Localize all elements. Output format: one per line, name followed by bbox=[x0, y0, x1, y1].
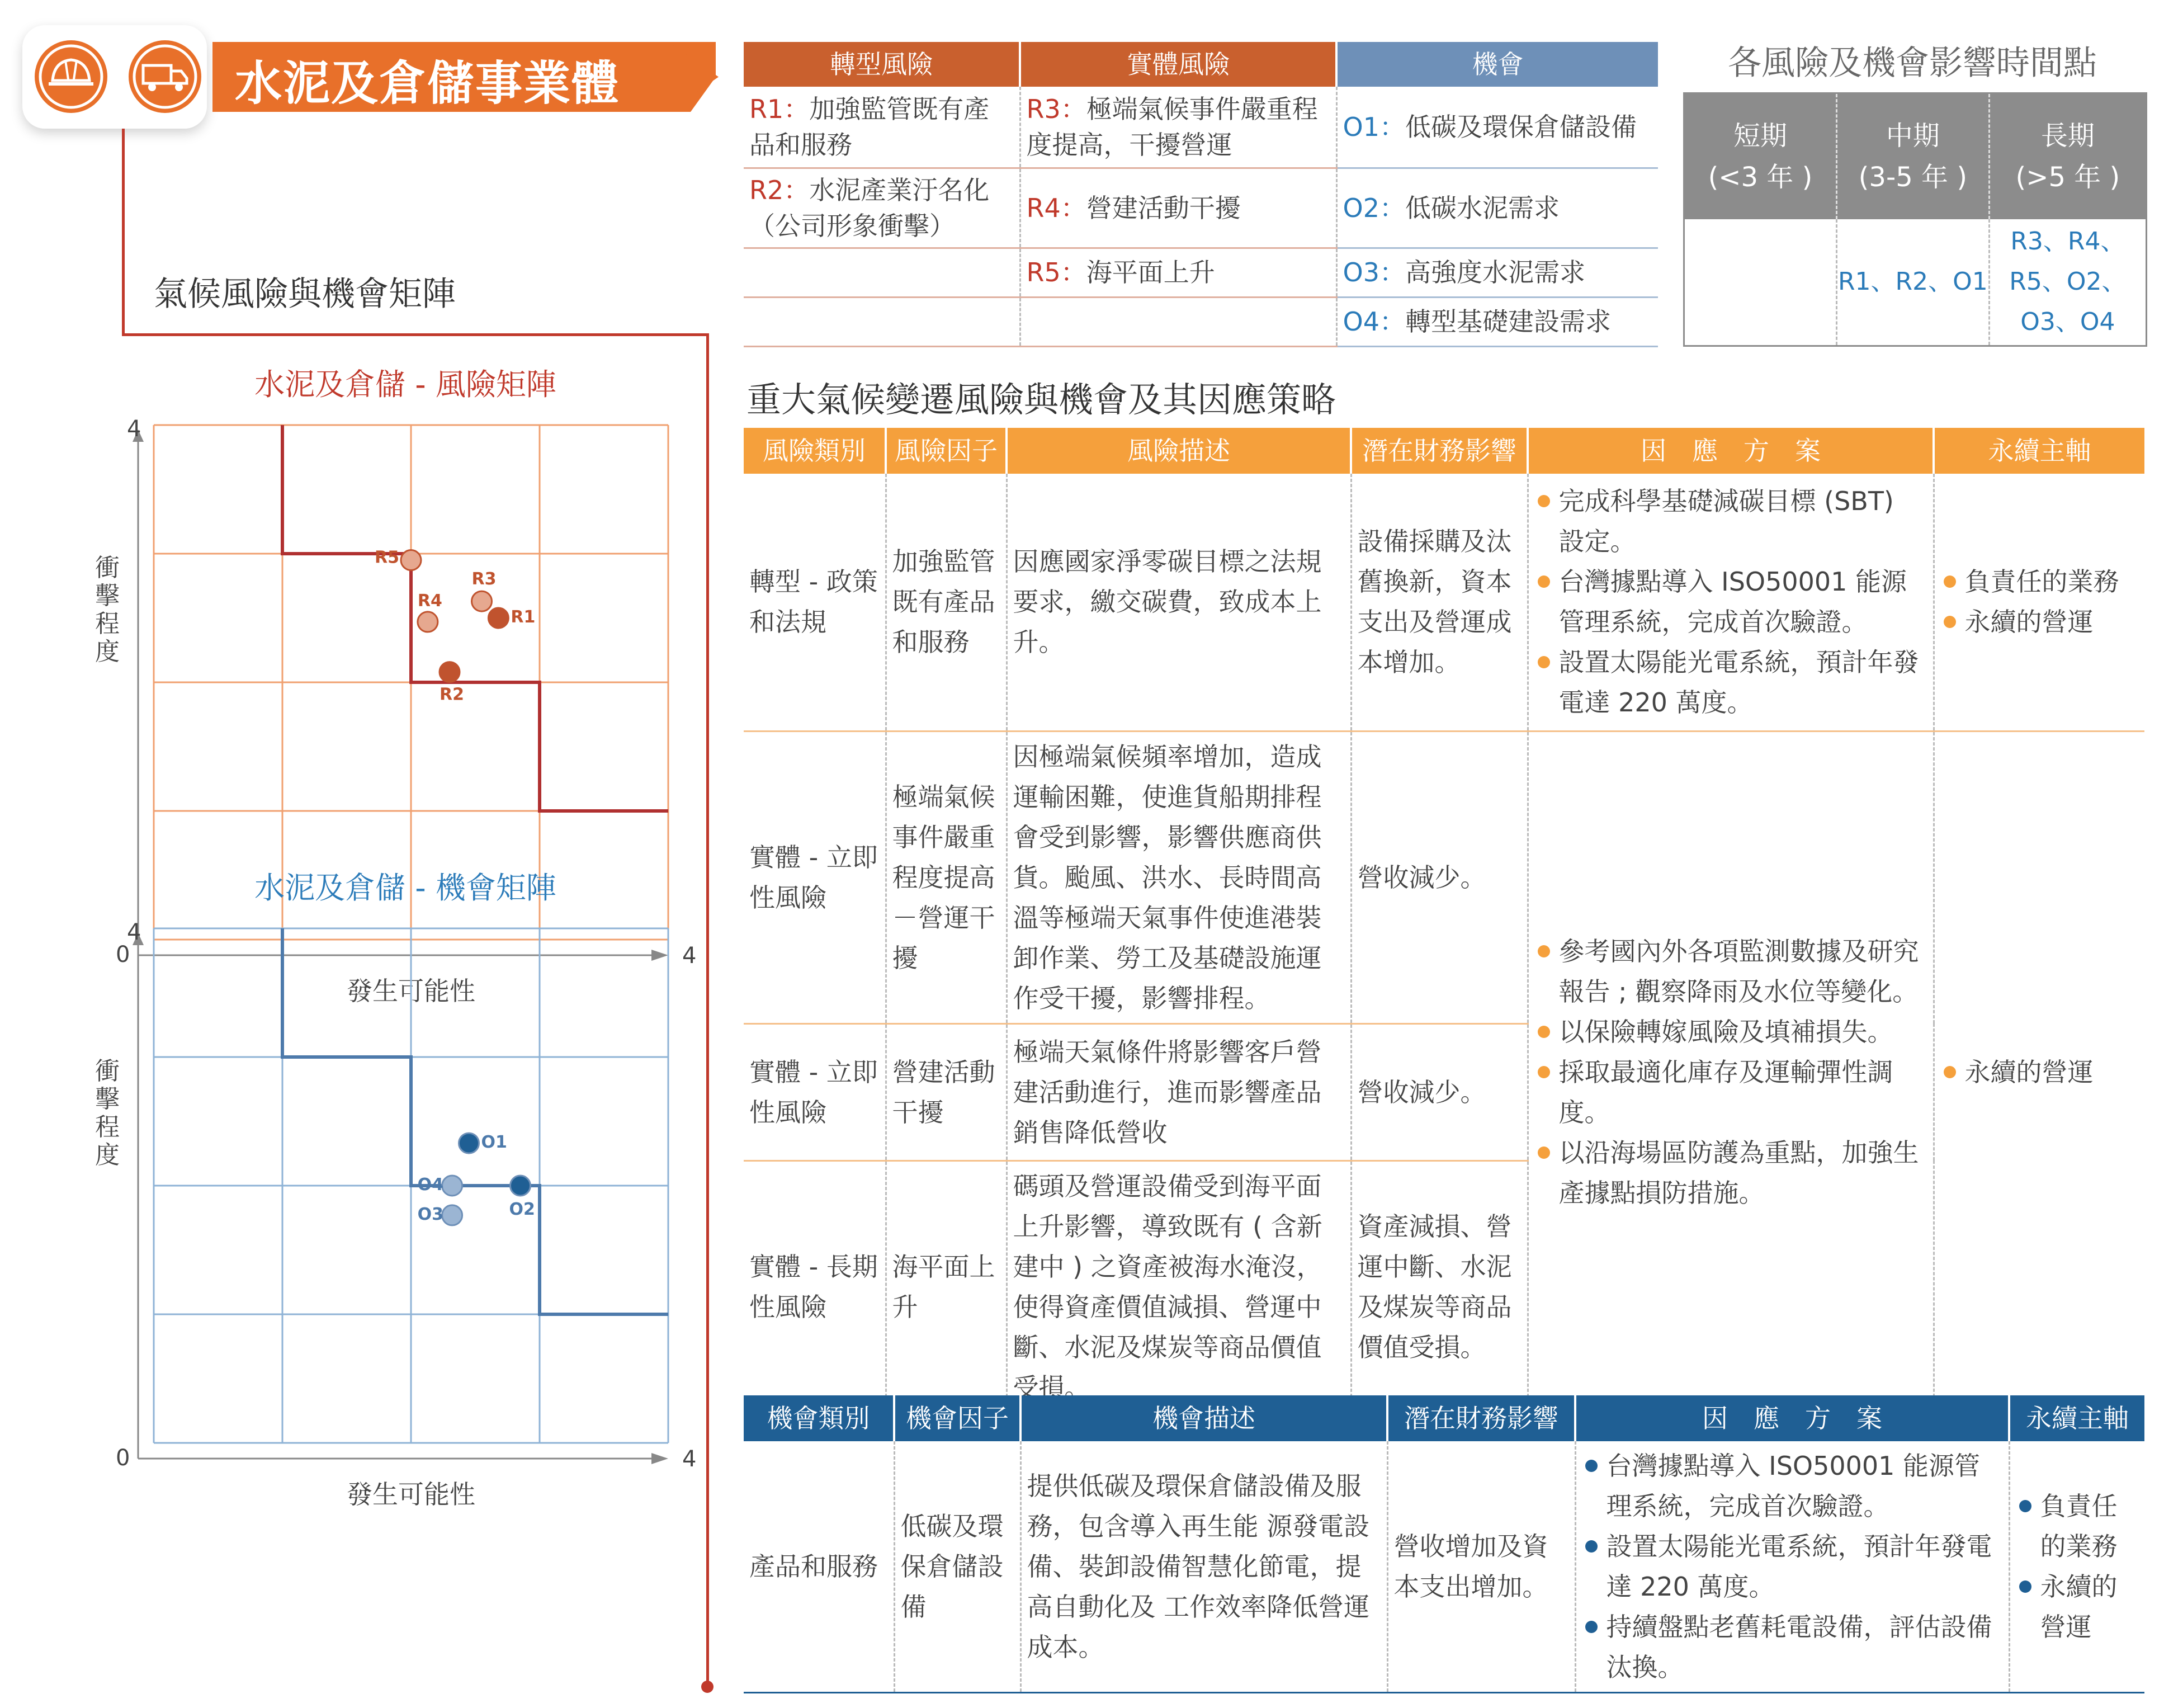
risk-actions bbox=[1528, 731, 1934, 1413]
risk-actions bbox=[1528, 474, 1934, 731]
risk-list-table bbox=[744, 42, 1658, 347]
threshold-line bbox=[282, 928, 668, 1314]
axis-item: 永續的營運 bbox=[2016, 1567, 2139, 1647]
matrix-section-title: 氣候風險與機會矩陣 bbox=[154, 275, 456, 314]
risk-category: 實體 - 立即性風險 bbox=[749, 842, 878, 913]
action-item: 台灣據點導入 ISO50001 能源管理系統，完成首次驗證。 bbox=[1534, 562, 1927, 642]
risk-impact: 資產減損、營運中斷、水泥及煤炭等商品價值受損。 bbox=[1351, 1160, 1528, 1413]
axis-origin-label: 0 bbox=[116, 1445, 130, 1471]
action-item: 採取最適化庫存及運輸彈性調度。 bbox=[1534, 1052, 1927, 1133]
x-max-label: 4 bbox=[682, 943, 697, 969]
risk-list-cell bbox=[744, 297, 1020, 346]
risk-desc: 因極端氣候頻率增加，造成運輸困難，使進貨船期排程會受到影響，影響供應商供貨。颱風、洪水、長時間高溫等極端天氣事件使進港裝卸作業、勞工及基礎設施運作受干擾，影響排程。 bbox=[1007, 731, 1351, 1023]
y-axis-label: 程 bbox=[95, 1113, 120, 1141]
data-point-label: R1 bbox=[511, 607, 536, 627]
timing-header-long bbox=[1989, 93, 2146, 219]
timing-header-name: 長期 bbox=[2040, 120, 2095, 152]
data-point-label: R5 bbox=[375, 548, 399, 568]
data-point bbox=[401, 550, 421, 570]
timing-header-name: 中期 bbox=[1886, 120, 1940, 152]
opp-matrix-chart bbox=[78, 917, 699, 1509]
action-item: 以保險轉嫁風險及填補損失。 bbox=[1534, 1012, 1927, 1052]
timing-header-range: (3-5 年 ) bbox=[1858, 161, 1968, 193]
risk-list-cell: O1：低碳及環保倉儲設備 bbox=[1336, 87, 1658, 168]
data-point-label: O4 bbox=[417, 1175, 443, 1195]
divider-end-dot bbox=[701, 1681, 714, 1693]
risk-table-header: 風險因子 bbox=[886, 428, 1007, 474]
divider-line bbox=[122, 129, 125, 336]
data-point-label: O1 bbox=[481, 1133, 507, 1153]
risk-category: 轉型 - 政策和法規 bbox=[749, 567, 878, 638]
y-max-label: 4 bbox=[127, 416, 141, 442]
risk-impact: 設備採購及汰舊換新，資本支出及營運成本增加。 bbox=[1351, 474, 1528, 731]
risk-strategy-table bbox=[744, 428, 2144, 1414]
opp-factor: 低碳及環保倉儲設備 bbox=[894, 1441, 1020, 1693]
data-point-label: R4 bbox=[417, 591, 442, 611]
risk-factor: 極端氣候事件嚴重程度提高－營運干擾 bbox=[886, 731, 1007, 1023]
timing-header-range: (>5 年 ) bbox=[2015, 161, 2120, 193]
y-axis-label: 擊 bbox=[95, 1085, 120, 1113]
x-axis-label: 發生可能性 bbox=[347, 1479, 475, 1509]
risk-table-header: 因 應 方 案 bbox=[1528, 428, 1934, 474]
risk-axis bbox=[1934, 474, 2144, 731]
timing-long-value: R3、R4、R5、O2、O3、O4 bbox=[1989, 219, 2146, 346]
helmet-icon bbox=[35, 40, 107, 113]
divider-line bbox=[122, 333, 709, 336]
y-axis-label: 度 bbox=[95, 1141, 120, 1169]
risk-table-header: 永續主軸 bbox=[1934, 428, 2144, 474]
timing-mid-value: R1、R2、O1 bbox=[1836, 219, 1989, 346]
risk-impact: 營收減少。 bbox=[1351, 1023, 1528, 1160]
threshold-line bbox=[282, 425, 668, 811]
opp-table-header: 機會因子 bbox=[894, 1395, 1020, 1441]
opp-table-header: 永續主軸 bbox=[2009, 1395, 2144, 1441]
risk-code: O2： bbox=[1343, 192, 1405, 223]
risk-axis bbox=[1934, 731, 2144, 1413]
risk-code: R1： bbox=[749, 93, 810, 124]
y-axis-label: 衝 bbox=[95, 1057, 120, 1086]
y-axis-label: 程 bbox=[95, 610, 120, 638]
action-item: 設置太陽能光電系統，預計年發電達 220 萬度。 bbox=[1582, 1526, 2003, 1607]
y-max-label: 4 bbox=[127, 919, 141, 945]
y-axis-label: 衝 bbox=[95, 554, 120, 582]
risk-factor: 海平面上升 bbox=[886, 1160, 1007, 1413]
data-point bbox=[459, 1133, 479, 1153]
y-axis-label: 擊 bbox=[95, 582, 120, 610]
data-point bbox=[442, 1205, 462, 1225]
risk-table-header: 風險類別 bbox=[763, 436, 866, 466]
risk-list-cell: R3：極端氣候事件嚴重程度提高，干擾營運 bbox=[1020, 87, 1336, 168]
risk-list-cell: O2：低碳水泥需求 bbox=[1336, 168, 1658, 248]
risk-code: R5： bbox=[1026, 257, 1086, 287]
timing-header-short bbox=[1684, 93, 1837, 219]
risk-desc: 極端天氣條件將影響客戶營建活動進行，進而影響產品銷售降低營收 bbox=[1007, 1023, 1351, 1160]
risk-list-cell: O3：高強度水泥需求 bbox=[1336, 248, 1658, 297]
data-point-label: O3 bbox=[417, 1204, 443, 1224]
risk-list-header: 機會 bbox=[1336, 42, 1658, 87]
action-item: 參考國內外各項監測數據及研究報告 ; 觀察降雨及水位等變化。 bbox=[1534, 931, 1927, 1012]
risk-code: O3： bbox=[1343, 257, 1405, 287]
risk-list-cell: O4：轉型基礎建設需求 bbox=[1336, 297, 1658, 346]
risk-code: R2： bbox=[749, 174, 810, 205]
opp-table-header: 潛在財務影響 bbox=[1387, 1395, 1575, 1441]
opp-category: 產品和服務 bbox=[749, 1551, 878, 1582]
risk-code: O1： bbox=[1343, 111, 1405, 142]
action-item: 完成科學基礎減碳目標 (SBT) 設定。 bbox=[1534, 481, 1927, 562]
x-max-label: 4 bbox=[682, 1446, 697, 1472]
data-point bbox=[472, 591, 492, 611]
opp-table-header: 機會類別 bbox=[767, 1403, 870, 1433]
y-axis-label: 度 bbox=[95, 638, 120, 666]
risk-list-cell bbox=[1020, 297, 1336, 346]
opp-strategy-table bbox=[744, 1395, 2144, 1693]
x-axis-arrow bbox=[651, 1453, 668, 1464]
risk-factor: 加強監管既有產品和服務 bbox=[886, 474, 1007, 731]
data-point bbox=[440, 662, 460, 682]
data-point bbox=[488, 608, 508, 628]
axis-origin-label: 0 bbox=[116, 942, 130, 968]
axis-item: 永續的營運 bbox=[1940, 1052, 2139, 1092]
axis-item: 永續的營運 bbox=[1940, 602, 2139, 642]
risk-code: O4： bbox=[1343, 306, 1405, 337]
data-point bbox=[442, 1176, 462, 1196]
timing-header-mid bbox=[1836, 93, 1989, 219]
data-point bbox=[511, 1176, 531, 1196]
risk-table-header: 風險描述 bbox=[1007, 428, 1351, 474]
risk-desc: 碼頭及營運設備受到海平面上升影響，導致既有 ( 含新建中 ) 之資產被海水淹沒，使得資產價值減損、營運中斷、水泥及煤炭等商品價值受損。 bbox=[1007, 1160, 1351, 1413]
axis-item: 負責任的業務 bbox=[1940, 562, 2139, 602]
data-point bbox=[418, 612, 438, 632]
timing-short-value bbox=[1684, 219, 1837, 346]
opp-actions bbox=[1575, 1441, 2009, 1693]
data-point-label: R3 bbox=[471, 569, 497, 589]
risk-list-cell: R4：營建活動干擾 bbox=[1020, 168, 1336, 248]
truck-icon bbox=[129, 40, 201, 113]
opp-table-header: 因 應 方 案 bbox=[1575, 1395, 2009, 1441]
risk-impact: 營收減少。 bbox=[1351, 731, 1528, 1023]
risk-list-cell: R1：加強監管既有產品和服務 bbox=[744, 87, 1020, 168]
timing-table bbox=[1683, 92, 2147, 347]
action-item: 設置太陽能光電系統，預計年發電達 220 萬度。 bbox=[1534, 642, 1927, 723]
risk-category: 實體 - 長期性風險 bbox=[749, 1251, 878, 1322]
risk-desc: 因應國家淨零碳目標之法規要求，繳交碳費，致成本上升。 bbox=[1007, 474, 1351, 731]
action-item: 以沿海場區防護為重點，加強生產據點損防措施。 bbox=[1534, 1133, 1927, 1213]
x-axis-label: 發生可能性 bbox=[347, 976, 475, 1006]
opp-impact: 營收增加及資本支出增加。 bbox=[1387, 1441, 1575, 1693]
opp-matrix-title: 水泥及倉儲 - 機會矩陣 bbox=[254, 870, 556, 905]
divider-line bbox=[706, 333, 709, 1687]
risk-list-header: 轉型風險 bbox=[744, 42, 1020, 87]
risk-table-header: 潛在財務影響 bbox=[1351, 428, 1528, 474]
risk-list-cell: R2：水泥產業汙名化（公司形象衝擊） bbox=[744, 168, 1020, 248]
risk-list-header: 實體風險 bbox=[1020, 42, 1336, 87]
risk-code: R3： bbox=[1026, 93, 1086, 124]
risk-list-cell bbox=[744, 248, 1020, 297]
data-point-label: R2 bbox=[440, 685, 464, 705]
action-item: 持續盤點老舊耗電設備，評估設備汰換。 bbox=[1582, 1607, 2003, 1687]
strategy-title: 重大氣候變遷風險與機會及其因應策略 bbox=[746, 379, 1336, 420]
timing-title: 各風險及機會影響時間點 bbox=[1728, 44, 2097, 83]
action-item: 台灣據點導入 ISO50001 能源管理系統，完成首次驗證。 bbox=[1582, 1446, 2003, 1526]
risk-category: 實體 - 立即性風險 bbox=[749, 1056, 878, 1127]
risk-matrix-title: 水泥及倉儲 - 風險矩陣 bbox=[254, 367, 556, 402]
timing-header-name: 短期 bbox=[1733, 120, 1787, 152]
opp-desc: 提供低碳及環保倉儲設備及服務，包含導入再生能 源發電設備、裝卸設備智慧化節電，提高自動化及 工作效率降低營運成本。 bbox=[1020, 1441, 1387, 1693]
data-point-label: O2 bbox=[509, 1200, 535, 1219]
opp-axis bbox=[2009, 1441, 2144, 1693]
risk-factor: 營建活動干擾 bbox=[886, 1023, 1007, 1160]
axis-item: 負責任的業務 bbox=[2016, 1486, 2139, 1567]
timing-header-range: (<3 年 ) bbox=[1708, 161, 1813, 193]
risk-list-cell: R5：海平面上升 bbox=[1020, 248, 1336, 297]
risk-code: R4： bbox=[1026, 192, 1086, 223]
page-title: 水泥及倉儲事業體 bbox=[235, 56, 620, 111]
opp-table-header: 機會描述 bbox=[1020, 1395, 1387, 1441]
